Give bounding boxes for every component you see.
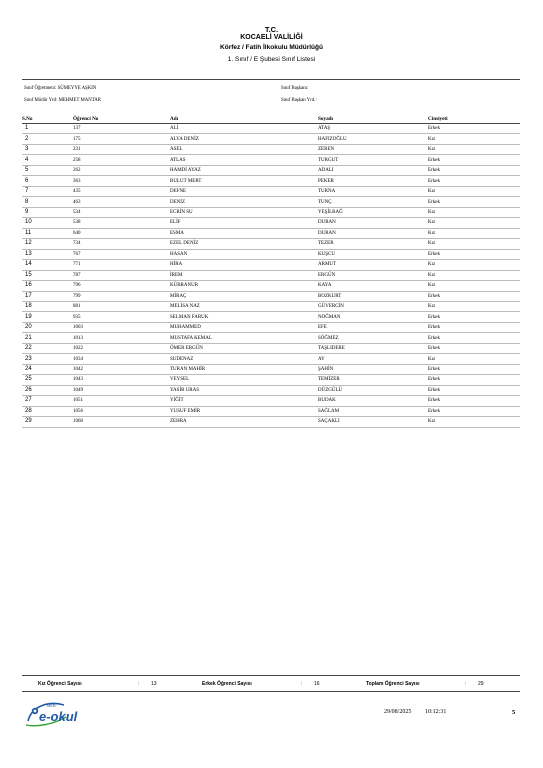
- row-surname: KAYA: [318, 281, 428, 291]
- col-header-sn: S.No: [22, 114, 73, 124]
- row-student-no: 1013: [73, 333, 170, 343]
- footer-top-divider: [22, 675, 520, 676]
- row-sn: 27: [22, 396, 73, 406]
- male-count: 16: [314, 681, 320, 687]
- row-sn: 3: [22, 144, 73, 154]
- row-gender: Erkek: [428, 406, 520, 416]
- col-header-no: Öğrenci No: [73, 114, 170, 124]
- row-student-no: 175: [73, 134, 170, 144]
- row-sn: 5: [22, 165, 73, 175]
- row-sn: 28: [22, 406, 73, 416]
- print-date: 29/08/2025: [384, 709, 412, 715]
- table-row: [22, 301, 520, 311]
- row-student-no: 258: [73, 155, 170, 165]
- row-surname: EFE: [318, 322, 428, 332]
- row-gender: Erkek: [428, 375, 520, 385]
- row-surname: BOZKURT: [318, 291, 428, 301]
- footer-bottom-divider: [22, 691, 520, 692]
- table-row: [22, 375, 520, 385]
- row-name: ESMA: [170, 228, 318, 238]
- row-sn: 10: [22, 218, 73, 228]
- row-name: ECRİN SU: [170, 207, 318, 217]
- svg-text:MEB: MEB: [47, 703, 56, 708]
- table-row: [22, 417, 520, 427]
- row-name: BULUT MERT: [170, 176, 318, 186]
- male-sep: :: [301, 681, 303, 687]
- header-governorship: KOCAELİ VALİLİĞİ: [240, 34, 303, 41]
- total-count-label: Toplam Öğrenci Sayısı: [366, 681, 420, 687]
- row-student-no: 435: [73, 186, 170, 196]
- table-row: [22, 249, 520, 259]
- table-row: [22, 322, 520, 332]
- row-student-no: 796: [73, 281, 170, 291]
- row-gender: Kız: [428, 207, 520, 217]
- print-time: 10:12:31: [425, 709, 447, 715]
- row-name: EZEL DENİZ: [170, 239, 318, 249]
- row-surname: TAŞLIDERE: [318, 343, 428, 353]
- row-surname: NOĞMAN: [318, 312, 428, 322]
- row-student-no: 463: [73, 197, 170, 207]
- row-name: MİRAÇ: [170, 291, 318, 301]
- table-row: [22, 260, 520, 270]
- row-sn: 2: [22, 134, 73, 144]
- row-student-no: 935: [73, 312, 170, 322]
- class-vice-head: Sınıf Başkan Yrd.:: [281, 98, 317, 103]
- table-row: [22, 406, 520, 416]
- row-gender: Erkek: [428, 124, 520, 134]
- row-surname: YEŞİLBAĞ: [318, 207, 428, 217]
- row-student-no: 1003: [73, 322, 170, 332]
- top-divider: [22, 79, 520, 80]
- table-row: [22, 124, 520, 134]
- table-header-row: [22, 114, 520, 124]
- row-surname: SAÇAKLI: [318, 417, 428, 427]
- male-count-label: Erkek Öğrenci Sayısı: [202, 681, 252, 687]
- row-sn: 29: [22, 417, 73, 427]
- row-student-no: 262: [73, 165, 170, 175]
- row-name: KÜBRANUR: [170, 281, 318, 291]
- header-school: Körfez / Fatih İlkokulu Müdürlüğü: [220, 44, 323, 51]
- row-sn: 20: [22, 322, 73, 332]
- page-number: 5: [512, 709, 516, 716]
- row-gender: Kız: [428, 144, 520, 154]
- row-student-no: 1051: [73, 396, 170, 406]
- e-okul-logo-graphic: [22, 697, 97, 729]
- row-name: TURAN MAHİR: [170, 364, 318, 374]
- class-head: Sınıf Başkanı:: [281, 86, 309, 91]
- row-gender: Kız: [428, 186, 520, 196]
- row-name: YİĞİT: [170, 396, 318, 406]
- row-student-no: 363: [73, 176, 170, 186]
- table-row: [22, 239, 520, 249]
- row-student-no: 640: [73, 228, 170, 238]
- row-sn: 17: [22, 291, 73, 301]
- row-surname: ZEREN: [318, 144, 428, 154]
- row-gender: Kız: [428, 239, 520, 249]
- row-student-no: 1056: [73, 406, 170, 416]
- table-row: [22, 134, 520, 144]
- row-student-no: 799: [73, 291, 170, 301]
- row-student-no: 1060: [73, 417, 170, 427]
- table-row: [22, 343, 520, 353]
- table-row: [22, 396, 520, 406]
- row-student-no: 534: [73, 207, 170, 217]
- row-student-no: 787: [73, 270, 170, 280]
- row-gender: Kız: [428, 218, 520, 228]
- row-name: MELİSA NAZ: [170, 301, 318, 311]
- table-row: [22, 312, 520, 322]
- row-sn: 14: [22, 260, 73, 270]
- row-name: İREM: [170, 270, 318, 280]
- row-sn: 24: [22, 364, 73, 374]
- row-name: MUHAMMED: [170, 322, 318, 332]
- vice-principal: Sınıf Müdür Yrd: MEHMET MANTAR: [24, 98, 101, 103]
- row-gender: Kız: [428, 260, 520, 270]
- row-name: HAMDİ AYAZ: [170, 165, 318, 175]
- row-name: ÖMER ERGÜN: [170, 343, 318, 353]
- row-surname: ŞAHİN: [318, 364, 428, 374]
- row-name: HİRA: [170, 260, 318, 270]
- row-student-no: 771: [73, 260, 170, 270]
- total-sep: :: [465, 681, 467, 687]
- row-name: ALYA DENİZ: [170, 134, 318, 144]
- table-row: [22, 186, 520, 196]
- row-sn: 16: [22, 281, 73, 291]
- row-sn: 19: [22, 312, 73, 322]
- row-surname: TURGUT: [318, 155, 428, 165]
- table-row: [22, 176, 520, 186]
- row-surname: PEKER: [318, 176, 428, 186]
- row-sn: 21: [22, 333, 73, 343]
- table-row: [22, 354, 520, 364]
- row-name: VEYSEL: [170, 375, 318, 385]
- row-surname: ARMUT: [318, 260, 428, 270]
- row-gender: Erkek: [428, 385, 520, 395]
- row-sn: 15: [22, 270, 73, 280]
- header-tc: T.C.: [264, 25, 279, 34]
- header-class-list: 1. Sınıf / E Şubesi Sınıf Listesi: [227, 56, 316, 63]
- svg-text:e-okul: e-okul: [39, 709, 78, 724]
- row-surname: GÜVERCİN: [318, 301, 428, 311]
- table-row: [22, 281, 520, 291]
- row-gender: Erkek: [428, 249, 520, 259]
- row-surname: KUŞCU: [318, 249, 428, 259]
- row-surname: DÜZGÜLÜ: [318, 385, 428, 395]
- row-sn: 18: [22, 301, 73, 311]
- col-header-gender: Cinsiyeti: [428, 114, 520, 124]
- row-surname: HAFIZOĞLU: [318, 134, 428, 144]
- row-surname: TEMİZER: [318, 375, 428, 385]
- row-gender: Erkek: [428, 291, 520, 301]
- row-gender: Kız: [428, 134, 520, 144]
- row-student-no: 1049: [73, 385, 170, 395]
- row-name: ZEHRA: [170, 417, 318, 427]
- female-count: 13: [151, 681, 157, 687]
- row-sn: 4: [22, 155, 73, 165]
- row-student-no: 1034: [73, 354, 170, 364]
- row-surname: SÖĞMEZ: [318, 333, 428, 343]
- row-name: DENİZ: [170, 197, 318, 207]
- row-gender: Kız: [428, 228, 520, 238]
- table-row: [22, 333, 520, 343]
- row-student-no: 881: [73, 301, 170, 311]
- row-gender: Erkek: [428, 322, 520, 332]
- row-surname: TURNA: [318, 186, 428, 196]
- row-student-no: 767: [73, 249, 170, 259]
- e-okul-logo: [22, 697, 97, 729]
- row-gender: Erkek: [428, 176, 520, 186]
- row-name: SUDENAZ: [170, 354, 318, 364]
- table-row: [22, 197, 520, 207]
- row-student-no: 231: [73, 144, 170, 154]
- row-gender: Erkek: [428, 312, 520, 322]
- row-sn: 13: [22, 249, 73, 259]
- row-surname: SAĞLAM: [318, 406, 428, 416]
- table-row: [22, 291, 520, 301]
- table-row: [22, 165, 520, 175]
- table-row: [22, 218, 520, 228]
- table-row: [22, 385, 520, 395]
- row-gender: Erkek: [428, 396, 520, 406]
- row-gender: Kız: [428, 270, 520, 280]
- row-gender: Erkek: [428, 155, 520, 165]
- row-student-no: 1043: [73, 375, 170, 385]
- row-sn: 6: [22, 176, 73, 186]
- row-name: ELİF: [170, 218, 318, 228]
- row-surname: DURAN: [318, 228, 428, 238]
- row-surname: DURAN: [318, 218, 428, 228]
- row-gender: Kız: [428, 354, 520, 364]
- row-student-no: 734: [73, 239, 170, 249]
- row-sn: 26: [22, 385, 73, 395]
- female-count-label: Kız Öğrenci Sayısı: [38, 681, 82, 687]
- row-sn: 9: [22, 207, 73, 217]
- row-sn: 8: [22, 197, 73, 207]
- row-name: ASEL: [170, 144, 318, 154]
- row-surname: TEZER: [318, 239, 428, 249]
- total-count: 29: [478, 681, 484, 687]
- row-name: DEFNE: [170, 186, 318, 196]
- row-student-no: 137: [73, 124, 170, 134]
- row-gender: Kız: [428, 281, 520, 291]
- row-gender: Erkek: [428, 343, 520, 353]
- row-name: MUSTAFA KEMAL: [170, 333, 318, 343]
- table-row: [22, 144, 520, 154]
- row-gender: Erkek: [428, 197, 520, 207]
- row-sn: 7: [22, 186, 73, 196]
- col-header-name: Adı: [170, 114, 318, 124]
- row-surname: TUNÇ: [318, 197, 428, 207]
- row-sn: 22: [22, 343, 73, 353]
- student-table: [22, 114, 520, 428]
- table-row: [22, 364, 520, 374]
- table-row: [22, 207, 520, 217]
- row-name: ATLAS: [170, 155, 318, 165]
- row-gender: Erkek: [428, 364, 520, 374]
- row-gender: Kız: [428, 417, 520, 427]
- female-sep: :: [138, 681, 140, 687]
- row-name: SELMAN FARUK: [170, 312, 318, 322]
- row-surname: ATAŞ: [318, 124, 428, 134]
- table-row: [22, 270, 520, 280]
- row-surname: ADALI: [318, 165, 428, 175]
- table-row: [22, 155, 520, 165]
- row-sn: 12: [22, 239, 73, 249]
- row-name: ALİ: [170, 124, 318, 134]
- row-sn: 25: [22, 375, 73, 385]
- row-sn: 1: [22, 124, 73, 134]
- student-rows: [22, 124, 520, 428]
- table-row: [22, 228, 520, 238]
- row-student-no: 1022: [73, 343, 170, 353]
- row-surname: ERGÜN: [318, 270, 428, 280]
- class-teacher: Sınıf Öğretmeni: SÜMEYYE AŞKIN: [24, 86, 97, 91]
- row-gender: Erkek: [428, 333, 520, 343]
- row-gender: Kız: [428, 301, 520, 311]
- col-header-surname: Soyadı: [318, 114, 428, 124]
- row-student-no: 1042: [73, 364, 170, 374]
- row-name: HASAN: [170, 249, 318, 259]
- row-surname: BUDAK: [318, 396, 428, 406]
- row-student-no: 538: [73, 218, 170, 228]
- row-surname: AY: [318, 354, 428, 364]
- row-name: YUSUF EMİR: [170, 406, 318, 416]
- row-name: YASİR URAS: [170, 385, 318, 395]
- row-sn: 23: [22, 354, 73, 364]
- row-sn: 11: [22, 228, 73, 238]
- row-gender: Erkek: [428, 165, 520, 175]
